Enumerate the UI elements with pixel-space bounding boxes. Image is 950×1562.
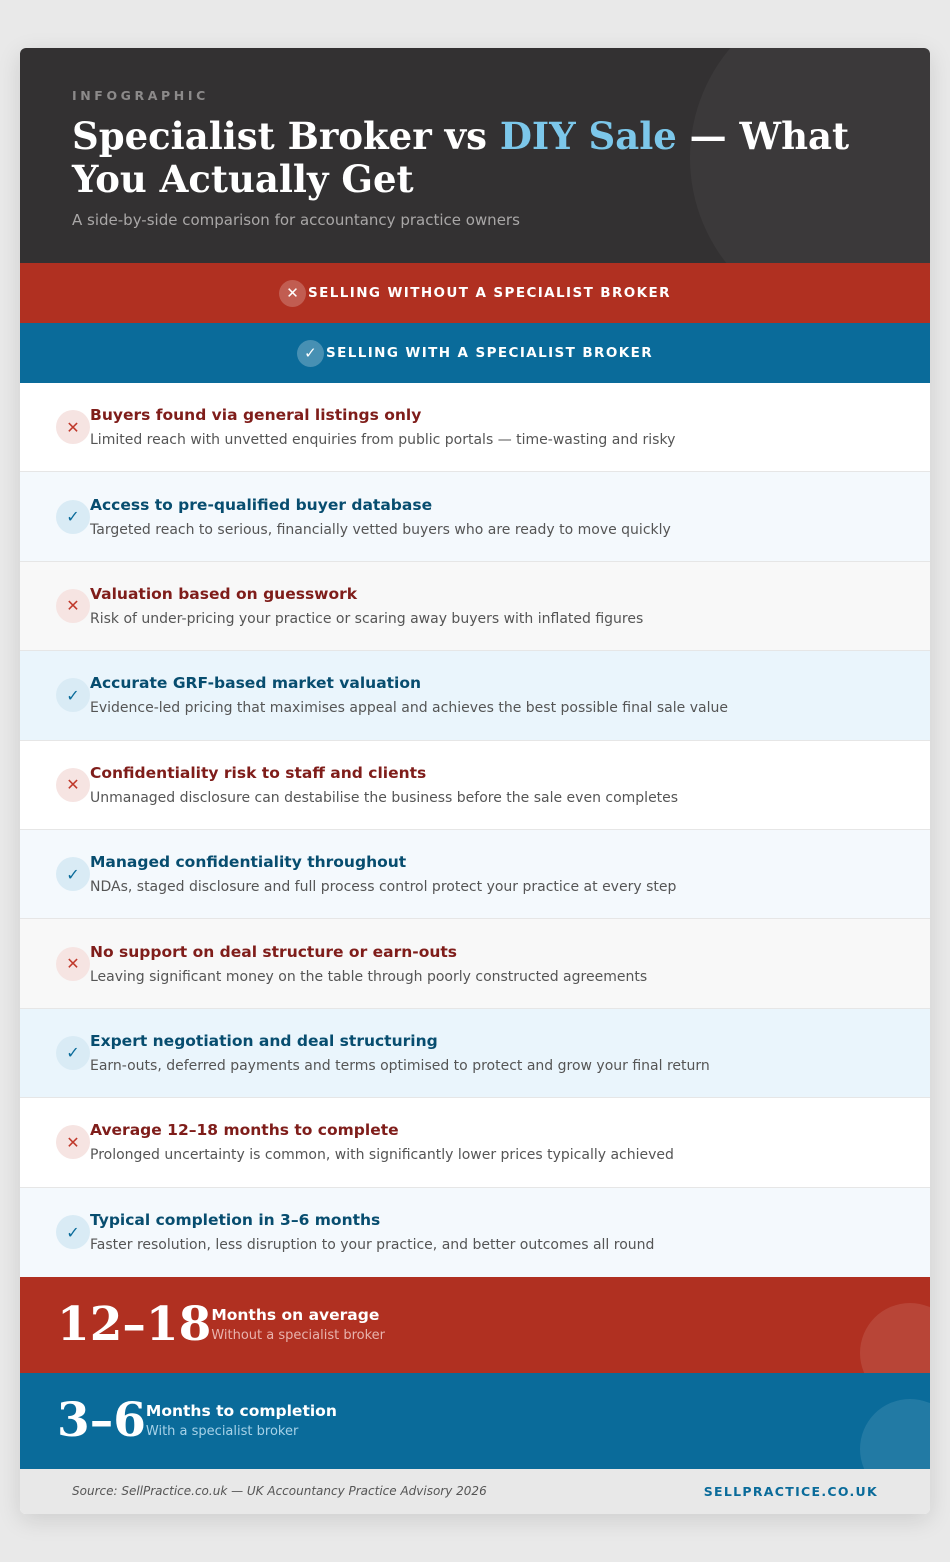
stat-value: 12–18 [57, 1297, 212, 1353]
cross-icon: ✕ [56, 410, 90, 444]
comparison-row-with [20, 830, 930, 919]
row-title: Managed confidentiality throughout [90, 853, 407, 872]
row-text [90, 942, 647, 986]
comparison-row-without [20, 919, 930, 1008]
row-title: Confidentiality risk to staff and clients [90, 763, 427, 782]
row-title: Typical completion in 3–6 months [90, 1211, 381, 1230]
stat-with-broker [20, 1373, 930, 1469]
eyebrow-label: INFOGRAPHIC [72, 88, 209, 103]
stat-text [211, 1306, 385, 1343]
cross-icon: ✕ [56, 947, 90, 981]
row-title: Valuation based on guesswork [90, 584, 358, 603]
title-highlight: DIY Sale [499, 114, 677, 158]
cross-icon: ✕ [56, 768, 90, 802]
row-description: Risk of under-pricing your practice or scaring away buyers with inflated figures [90, 610, 644, 627]
comparison-row-without [20, 383, 930, 472]
comparison-row-without [20, 1098, 930, 1187]
row-text [90, 852, 676, 896]
cross-icon: ✕ [279, 280, 306, 307]
title-part-1: Specialist Broker vs [72, 114, 500, 158]
row-description: Faster resolution, less disruption to your practice, and better outcomes all round [90, 1237, 655, 1254]
stat-decoration [860, 1399, 930, 1469]
row-title: Expert negotiation and deal structuring [90, 1031, 438, 1050]
banner-without-label: SELLING WITHOUT A SPECIALIST BROKER [308, 285, 671, 301]
row-title: Access to pre-qualified buyer database [90, 495, 433, 514]
comparison-row-with [20, 1009, 930, 1098]
comparison-row-with [20, 651, 930, 740]
comparison-row-with [20, 472, 930, 561]
comparison-row-without [20, 741, 930, 830]
row-text [90, 763, 678, 807]
stat-without-broker [20, 1277, 930, 1373]
comparison-row-with [20, 1188, 930, 1277]
row-description: Prolonged uncertainty is common, with significantly lower prices typically achieved [90, 1147, 674, 1164]
row-description: Leaving significant money on the table through poorly constructed agreements [90, 968, 648, 985]
cross-icon: ✕ [56, 589, 90, 623]
check-icon: ✓ [297, 340, 324, 367]
stat-value: 3–6 [57, 1393, 146, 1449]
row-text [90, 1120, 674, 1164]
check-icon: ✓ [56, 857, 90, 891]
row-title: No support on deal structure or earn-outs [90, 942, 458, 961]
row-text [90, 405, 675, 449]
banner-with-broker [20, 323, 930, 383]
check-icon: ✓ [56, 1215, 90, 1249]
row-title: Buyers found via general listings only [90, 406, 422, 425]
footer [20, 1469, 930, 1514]
comparison-list [20, 383, 930, 1277]
row-text [90, 1210, 654, 1254]
row-description: Limited reach with unvetted enquiries from public portals — time-wasting and risky [90, 432, 676, 449]
banner-with-label: SELLING WITH A SPECIALIST BROKER [325, 345, 654, 361]
page-title [72, 115, 878, 201]
title-part-2: — What You Actually Get [72, 114, 850, 201]
check-icon: ✓ [56, 1036, 90, 1070]
banner-without-broker [20, 263, 930, 323]
row-description: Targeted reach to serious, financially vetted buyers who are ready to move quickly [90, 521, 671, 538]
stat-sublabel: With a specialist broker [145, 1424, 299, 1440]
stat-decoration [860, 1303, 930, 1373]
stat-label: Months on average [211, 1306, 380, 1325]
stat-text [146, 1402, 337, 1439]
row-text [90, 1031, 710, 1075]
comparison-row-without [20, 562, 930, 651]
row-title: Average 12–18 months to complete [90, 1121, 399, 1140]
row-description: Earn-outs, deferred payments and terms optimised to protect and grow your final return [90, 1057, 710, 1074]
row-description: NDAs, staged disclosure and full process control protect your practice at every step [90, 879, 677, 896]
cross-icon: ✕ [56, 1125, 90, 1159]
source-note: Source: SellPractice.co.uk — UK Accountancy Practice Advisory 2026 [72, 1484, 487, 1499]
row-title: Accurate GRF-based market valuation [90, 674, 422, 693]
infographic-card [20, 48, 930, 1514]
stat-label: Months to completion [145, 1402, 337, 1421]
row-text [90, 495, 671, 539]
check-icon: ✓ [56, 500, 90, 534]
page-subtitle: A side-by-side comparison for accountancy practice owners [72, 211, 520, 229]
stat-sublabel: Without a specialist broker [211, 1328, 385, 1344]
row-text [90, 584, 643, 628]
header [20, 48, 930, 263]
brand-link[interactable]: SELLPRACTICE.CO.UK [703, 1483, 878, 1499]
row-description: Unmanaged disclosure can destabilise the business before the sale even completes [90, 789, 679, 806]
row-description: Evidence-led pricing that maximises appeal and achieves the best possible final sale value [90, 700, 728, 717]
check-icon: ✓ [56, 678, 90, 712]
row-text [90, 673, 728, 717]
